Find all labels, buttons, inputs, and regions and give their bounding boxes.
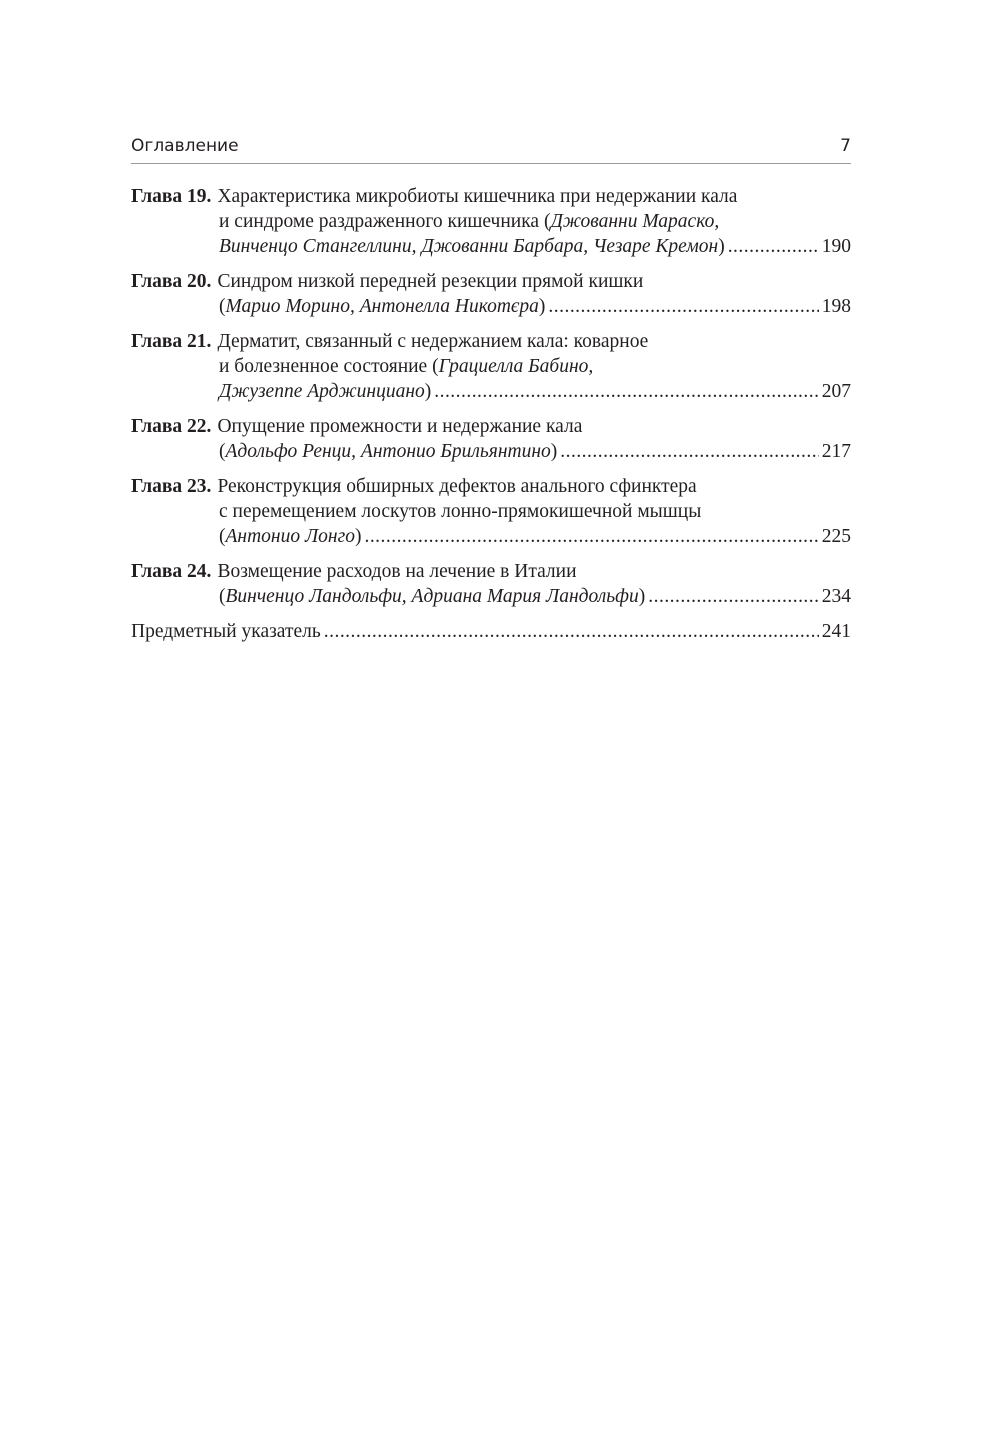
chapter-title: Характеристика микробиоты кишечника при недержании кала — [217, 186, 738, 207]
toc-entry-chapter-23[interactable] — [131, 474, 851, 549]
chapter-authors: Джованни Мараско, — [550, 211, 720, 232]
chapter-label: Глава 21. — [131, 331, 212, 352]
closing-paren: ) — [638, 586, 646, 607]
index-title: Предметный указатель — [131, 621, 321, 642]
chapter-title-continued: и болезненное состояние ( — [219, 356, 439, 377]
opening-paren: ( — [219, 441, 226, 462]
chapter-label: Глава 23. — [131, 476, 212, 497]
opening-paren: ( — [219, 296, 226, 317]
closing-paren: ) — [538, 296, 546, 317]
toc-entry-chapter-21[interactable] — [131, 329, 851, 404]
closing-paren: ) — [424, 381, 432, 402]
chapter-page: 198 — [821, 296, 851, 317]
toc-entry-subject-index[interactable] — [131, 619, 851, 644]
chapter-label: Глава 19. — [131, 186, 212, 207]
opening-paren: ( — [219, 526, 226, 547]
toc-entry-chapter-19[interactable] — [131, 184, 851, 259]
index-page: 241 — [821, 621, 851, 642]
dot-leader — [548, 294, 818, 319]
page-number: 7 — [840, 136, 851, 156]
dot-leader — [728, 234, 819, 259]
chapter-title-continued: с перемещением лоскутов лонно-прямокишечной мышцы — [219, 501, 702, 522]
chapter-authors: Антонио Лонго — [225, 526, 355, 547]
closing-paren: ) — [550, 441, 558, 462]
chapter-authors: Марио Морино, Антонелла Никотєра — [225, 296, 539, 317]
chapter-authors: Адольфо Ренци, Антонио Брильянтино — [225, 441, 551, 462]
chapter-page: 225 — [821, 526, 851, 547]
toc-entry-chapter-24[interactable] — [131, 559, 851, 609]
chapter-page: 207 — [821, 381, 851, 402]
opening-paren: ( — [219, 586, 226, 607]
chapter-title: Синдром низкой передней резекции прямой кишки — [217, 271, 644, 292]
chapter-authors-continued: Джузеппе Арджинциано — [219, 381, 425, 402]
toc-entry-chapter-22[interactable] — [131, 414, 851, 464]
chapter-page: 190 — [821, 236, 851, 257]
dot-leader — [434, 379, 819, 404]
toc-entry-chapter-20[interactable] — [131, 269, 851, 319]
chapter-label: Глава 24. — [131, 561, 212, 582]
chapter-authors-continued: Винченцо Стангеллини, Джованни Барбара, Чезаре Кремон — [219, 236, 719, 257]
chapter-page: 234 — [821, 586, 851, 607]
chapter-title: Дерматит, связанный с недержанием кала: коварное — [217, 331, 649, 352]
chapter-authors: Грациелла Бабино, — [438, 356, 594, 377]
table-of-contents — [131, 184, 851, 654]
dot-leader — [364, 524, 818, 549]
chapter-label: Глава 20. — [131, 271, 212, 292]
dot-leader — [648, 584, 818, 609]
dot-leader — [324, 619, 819, 644]
chapter-title-continued: и синдроме раздраженного кишечника ( — [219, 211, 551, 232]
chapter-authors: Винченцо Ландольфи, Адриана Мария Ландольфи — [225, 586, 639, 607]
chapter-title: Реконструкция обширных дефектов анального сфинктера — [217, 476, 697, 497]
chapter-title: Опущение промежности и недержание кала — [217, 416, 583, 437]
dot-leader — [560, 439, 818, 464]
closing-paren: ) — [718, 236, 725, 257]
chapter-label: Глава 22. — [131, 416, 212, 437]
chapter-page: 217 — [821, 441, 851, 462]
chapter-title: Возмещение расходов на лечение в Италии — [217, 561, 577, 582]
closing-paren: ) — [354, 526, 362, 547]
running-head-title: Оглавление — [131, 136, 239, 156]
running-head — [131, 133, 851, 164]
